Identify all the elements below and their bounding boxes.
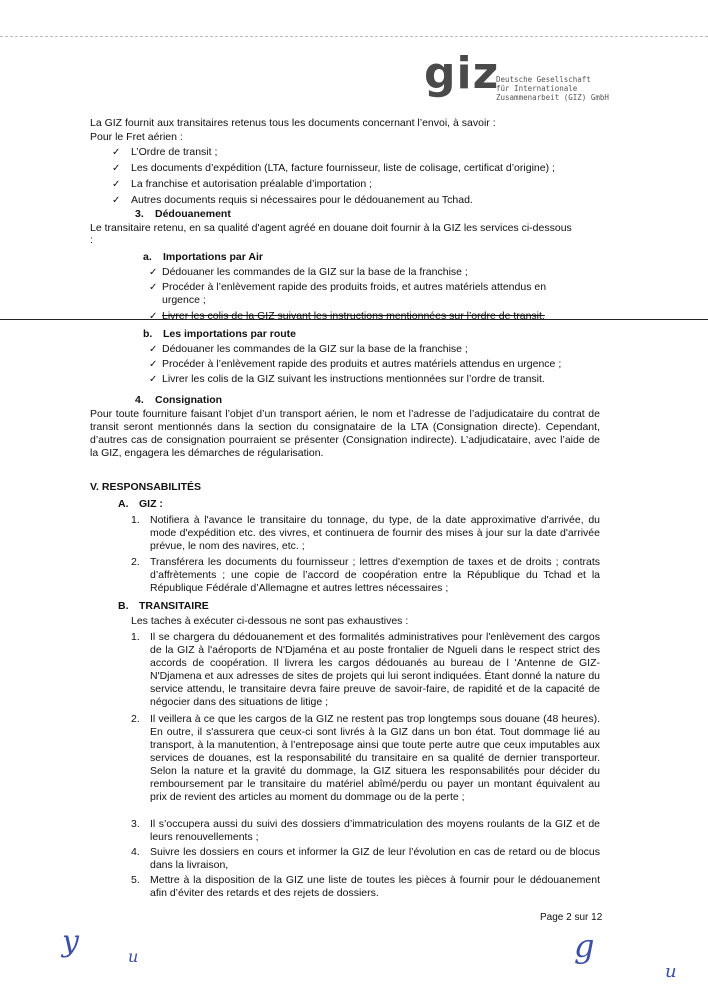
section-3-number: 3. bbox=[135, 208, 144, 220]
section-4-paragraph: Pour toute fourniture faisant l’objet d’un transport aérien, le nom et l’adresse de l’adjudicataire du contrat de transit seront mentionnés dans la section du consignataire de la LTA (Consignation directe). Cependant, d’autres cas de consignation pourraient se présenter (Consignation indirecte). L’adjudicataire, avec l’aide de la GIZ, engagera les démarches de régularisation. bbox=[90, 408, 600, 459]
check-icon: ✓ bbox=[112, 147, 121, 158]
list-number: 5. bbox=[131, 874, 140, 886]
handwritten-initial: g bbox=[574, 927, 595, 965]
handwritten-initial: u bbox=[665, 961, 677, 982]
sub-A-title: GIZ : bbox=[139, 498, 163, 510]
intro-text: La GIZ fournit aux transitaires retenus tous les documents concernant l’envoi, à savoir : bbox=[90, 117, 496, 129]
road-item: Dédouaner les commandes de la GIZ sur la base de la franchise ; bbox=[162, 343, 468, 355]
fret-item: Autres documents requis si nécessaires pour le dédouanement au Tchad. bbox=[131, 194, 473, 206]
air-item: Dédouaner les commandes de la GIZ sur la base de la franchise ; bbox=[162, 266, 468, 278]
road-item: Procéder à l’enlèvement rapide des produits et autres matériels attendus en urgence ; bbox=[162, 358, 562, 370]
transitaire-item: Il s’occupera aussi du suivi des dossiers d’immatriculation des moyens roulants de la GIZ et de leurs renouvellements ; bbox=[150, 818, 600, 843]
transitaire-item: Suivre les dossiers en cours et informer la GIZ de leur l’évolution en cas de retard ou de blocus dans la livraison, bbox=[150, 846, 600, 871]
list-number: 2. bbox=[131, 556, 140, 568]
check-icon: ✓ bbox=[149, 359, 158, 370]
transitaire-item: Il veillera à ce que les cargos de la GIZ ne restent pas trop longtemps sous douane (48 heures). En outre, il s'assurera que ceux-ci sont livrés à la GIZ dans un bon état. Tout dommage lié au transport, à la manutention, à l’entreposage ainsi que toute perte autre que ceux imputables aux services de douanes, est la responsabilité du transitaire en sa qualité de dernier transporteur. Selon la nature et la gravité du dommage, la GIZ situera les responsabilités pour décider du remboursement par le transitaire du matériel abîmé/perdu ou payer un montant équivalent au prix de revient des articles au moment du dommage ou de la perte ; bbox=[150, 713, 600, 803]
transitaire-item: Mettre à la disposition de la GIZ une liste de toutes les pièces à fournir pour le dédouanement afin d’éviter des retards et des rejets de dossiers. bbox=[150, 874, 600, 899]
list-number: 1. bbox=[131, 514, 140, 526]
giz-item: Notifiera à l'avance le transitaire du tonnage, du type, de la date approximative d'arrivée, du mode d'expédition etc. des vivres, et continuera de fournir des mises à jour sur la date d'arrivée prévue, le nom des navires, etc. ; bbox=[150, 514, 600, 552]
fret-item: L’Ordre de transit ; bbox=[131, 146, 218, 158]
check-icon: ✓ bbox=[149, 282, 158, 293]
fret-item: Les documents d’expédition (LTA, facture fournisseur, liste de colisage, certificat d’origine) ; bbox=[131, 162, 555, 174]
check-icon: ✓ bbox=[112, 163, 121, 174]
check-icon: ✓ bbox=[149, 267, 158, 278]
section-3-title: Dédouanement bbox=[155, 208, 231, 220]
air-item: Procéder à l’enlèvement rapide des produits froids, et autres matériels attendus en bbox=[162, 281, 547, 293]
fret-item: La franchise et autorisation préalable d’importation ; bbox=[131, 178, 373, 190]
check-icon: ✓ bbox=[112, 195, 121, 206]
handwritten-initial: u bbox=[128, 947, 139, 966]
list-number: 1. bbox=[131, 631, 140, 643]
check-icon: ✓ bbox=[149, 344, 158, 355]
road-item: Livrer les colis de la GIZ suivant les instructions mentionnées sur l’ordre de transit. bbox=[162, 373, 545, 385]
scan-strike-line bbox=[0, 319, 708, 320]
top-scan-border bbox=[0, 36, 708, 37]
sub-B-title: TRANSITAIRE bbox=[139, 600, 209, 612]
sub-b-title: Les importations par route bbox=[163, 328, 297, 340]
air-item-struck: Livrer les colis de la GIZ suivant les instructions mentionnées sur l’ordre de transit. bbox=[162, 310, 545, 322]
sub-A-letter: A. bbox=[118, 498, 129, 510]
page-number: Page 2 sur 12 bbox=[540, 912, 603, 923]
air-item-continued: urgence ; bbox=[162, 294, 206, 306]
giz-logo bbox=[424, 48, 614, 113]
giz-logo-wordmark: giz bbox=[424, 48, 500, 99]
list-number: 2. bbox=[131, 713, 140, 725]
handwritten-initial: y bbox=[62, 924, 79, 959]
section-4-title: Consignation bbox=[155, 394, 223, 406]
sub-B-letter: B. bbox=[118, 600, 129, 612]
list-number: 3. bbox=[131, 818, 140, 830]
giz-logo-text: Deutsche Gesellschaft für Internationale Zusammenarbeit (GIZ) GmbH bbox=[496, 75, 609, 102]
transitaire-intro: Les taches à exécuter ci-dessous ne sont pas exhaustives : bbox=[131, 615, 409, 627]
sub-a-letter: a. bbox=[143, 251, 152, 263]
section-3-intro-end: : bbox=[90, 234, 93, 246]
section-3-intro: Le transitaire retenu, en sa qualité d'agent agréé en douane doit fournir à la GIZ les services ci-dessous bbox=[90, 222, 572, 234]
list-number: 4. bbox=[131, 846, 140, 858]
fret-label: Pour le Fret aérien : bbox=[90, 131, 183, 143]
sub-b-letter: b. bbox=[143, 328, 153, 340]
transitaire-item: Il se chargera du dédouanement et des formalités administratives pour l'enlèvement des cargos de la GIZ à l'aéroports de N'Djaména et au poste frontalier de Ngueli dans le respect strict des accords de coopération. Il livrera les cargos dédouanés au bureau de l 'Antenne de GIZ-N'Djamena et aux adresses de sites de projets qui lui seront indiquées. Étant donné la nature du service attendu, le transitaire devra faire preuve de savoir-faire, de rapidité et de la capacité de négocier dans des situations de litige ; bbox=[150, 631, 600, 708]
giz-item: Transférera les documents du fournisseur ; lettres d'exemption de taxes et de droits ; contrats d’affrètements ; une copie de l’accord de coopération entre la République du Tchad et la République Fédérale d’Allemagne et autres lettres nécessaires ; bbox=[150, 556, 600, 594]
section-4-number: 4. bbox=[135, 394, 144, 406]
check-icon: ✓ bbox=[149, 311, 158, 322]
check-icon: ✓ bbox=[149, 374, 158, 385]
check-icon: ✓ bbox=[112, 179, 121, 190]
sub-a-title: Importations par Air bbox=[163, 251, 263, 263]
section-v-title: V. RESPONSABILITÉS bbox=[90, 481, 202, 493]
